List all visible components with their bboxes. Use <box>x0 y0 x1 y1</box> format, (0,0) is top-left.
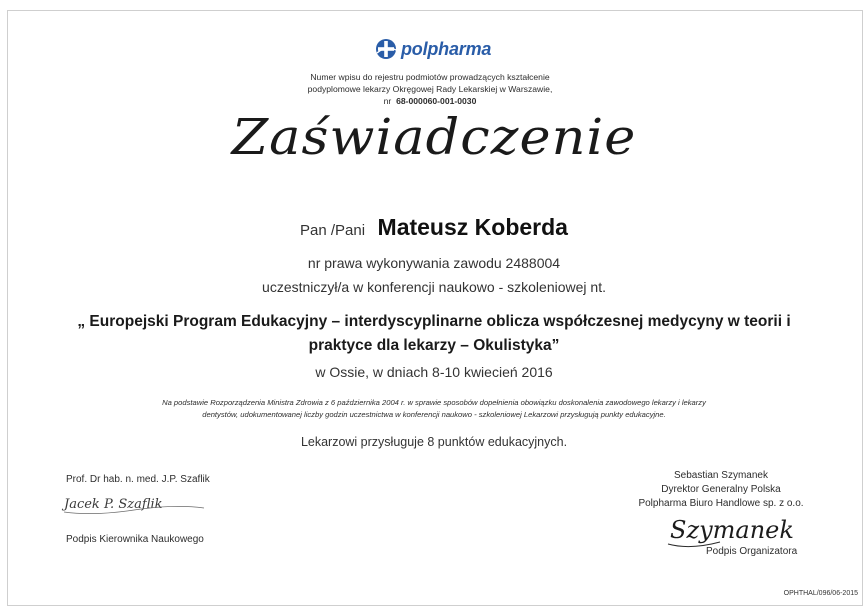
registry-line-2: podyplomowe lekarzy Okręgowej Rady Lekarskiej w Warszawie, <box>307 84 553 94</box>
legal-line-2: dentystów, udokumentowanej liczby godzin uczestnictwa w konferencji naukowo - szkoleniowej Lekarzowi przysługują punkty edukacyjne. <box>202 410 666 419</box>
conference-title-line-2: praktyce dla lekarzy – Okulistyka” <box>308 337 560 354</box>
points-line: Lekarzowi przysługuje 8 punktów edukacyjnych. <box>300 435 568 449</box>
legal-line-1: Na podstawie Rozporządzenia Ministra Zdrowia z 6 października 2004 r. w sprawie sposobów dopełnienia obowiązku doskonalenia zawodowego lekarzy i lekarzy <box>162 398 706 407</box>
place-date: w Ossie, w dniach 8-10 kwiecień 2016 <box>315 364 553 380</box>
scientific-lead-caption: Podpis Kierownika Naukowego <box>66 534 204 545</box>
organizer-name: Sebastian Szymanek <box>674 470 768 481</box>
registry-nr-label: nr <box>383 96 392 106</box>
polpharma-logo-icon <box>375 38 397 60</box>
registry-nr-value: 68-000060-001-0030 <box>396 96 477 106</box>
certificate-title: Zaświadczenie <box>231 108 637 166</box>
scientific-lead-signature <box>54 486 224 522</box>
document-code: OPHTHAL/096/06-2015 <box>783 590 858 597</box>
organizer-caption: Podpis Organizatora <box>706 546 798 557</box>
registry-number <box>260 95 600 107</box>
license-line: nr prawa wykonywania zawodu 2488004 <box>307 255 561 271</box>
scientific-lead-signature-text: Jacek P. Szaflik <box>64 497 163 512</box>
organizer-company: Polpharma Biuro Handlowe sp. z o.o. <box>638 498 804 509</box>
recipient-line <box>0 214 868 241</box>
organizer-signature-text: Szymanek <box>670 516 794 544</box>
conference-title <box>0 310 868 358</box>
polpharma-logo <box>375 36 491 62</box>
scientific-lead-name: Prof. Dr hab. n. med. J.P. Szaflik <box>66 474 210 485</box>
organizer-position: Dyrektor Generalny Polska <box>661 484 781 495</box>
participation-line: uczestniczył/a w konferencji naukowo - szkoleniowej nt. <box>262 279 606 295</box>
conference-title-line-1: „ Europejski Program Edukacyjny – interdyscyplinarne oblicza współczesnej medycyny w teorii i <box>77 313 791 330</box>
recipient-name: Mateusz Koberda <box>377 214 568 240</box>
logo-text: polpharma <box>401 38 492 59</box>
registry-info <box>260 71 600 107</box>
legal-basis <box>0 397 868 421</box>
salutation: Pan /Pani <box>300 222 366 239</box>
registry-line-1: Numer wpisu do rejestru podmiotów prowadzących kształcenie <box>310 72 550 82</box>
organizer-info <box>616 469 826 511</box>
